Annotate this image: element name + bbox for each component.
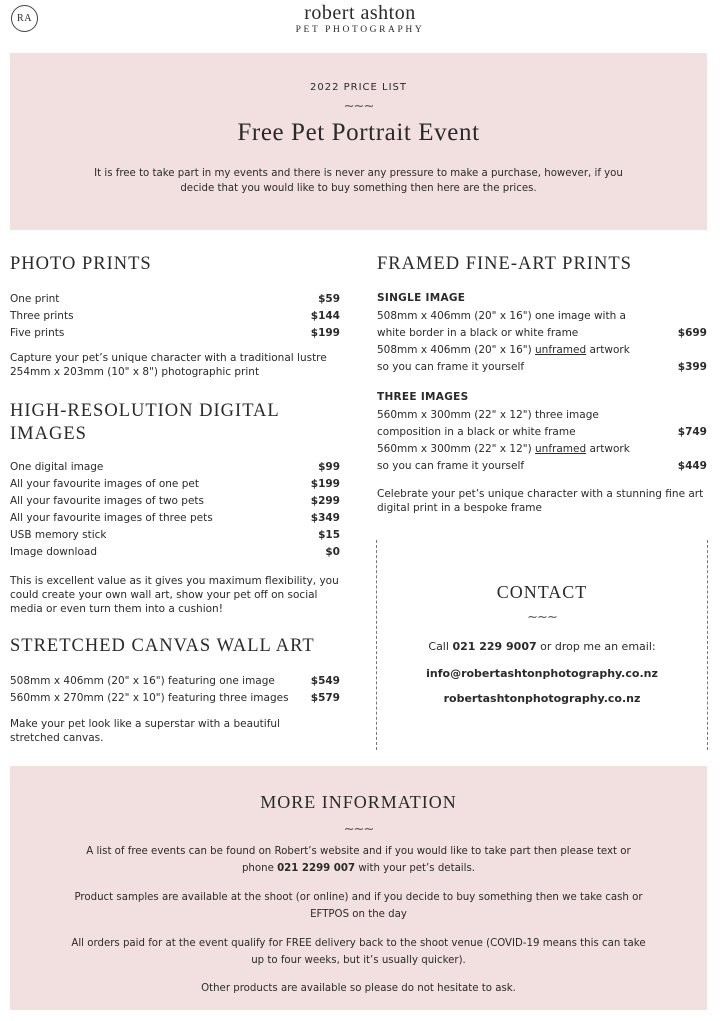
price-list-label: 2022 PRICE LIST <box>309 82 407 93</box>
item-label: so you can frame it yourself <box>377 361 525 373</box>
framed-prints-title: FRAMED FINE-ART PRINTS <box>377 254 632 274</box>
digital-images-title: HIGH-RESOLUTION DIGITAL IMAGES <box>10 401 279 444</box>
item-price: $549 <box>310 675 340 687</box>
more-info-title: MORE INFORMATION <box>260 792 457 812</box>
more-info-paragraph: Other products are available so please do not hesitate to ask. <box>201 983 516 994</box>
price-row <box>377 425 707 439</box>
item-price: $199 <box>310 478 340 490</box>
size-text: 560mm x 300mm (22" x 12") <box>377 443 532 455</box>
three-images-heading: THREE IMAGES <box>377 391 469 403</box>
item-price: $399 <box>677 361 707 373</box>
squiggle-divider: ~~~ <box>527 610 557 625</box>
squiggle-divider: ~~~ <box>343 99 374 114</box>
item-price: $349 <box>310 512 340 524</box>
phone-link[interactable]: 021 2299 007 <box>277 863 356 874</box>
item-price: $199 <box>310 327 340 339</box>
item-label: USB memory stick <box>10 529 107 541</box>
more-info-paragraph: All orders paid for at the event qualify for FREE delivery back to the shoot venue (COVID-19 means this can take up to four weeks, but it’s usually quicker). <box>71 938 646 966</box>
more-info-paragraph: Product samples are available at the shoot (or online) and if you decide to buy something then we take cash or EFTPOS on the day <box>74 892 643 920</box>
unframed-text: unframed <box>535 344 587 356</box>
brand-name: robert ashton <box>304 2 416 24</box>
item-price: $15 <box>318 529 340 541</box>
call-prefix: Call <box>428 640 449 653</box>
item-price: $579 <box>310 692 340 704</box>
intro-text: It is free to take part in my events and there is never any pressure to make a purchase, however, if you decide that you would like to buy something then here are the prices. <box>94 168 623 194</box>
item-label: Five prints <box>10 327 65 339</box>
contact-call-line <box>376 640 708 653</box>
canvas-title: STRETCHED CANVAS WALL ART <box>10 636 315 656</box>
item-label: white border in a black or white frame <box>377 327 579 339</box>
price-row <box>10 326 340 340</box>
framed-description: Celebrate your pet’s unique character with a stunning fine art digital print in a bespoke frame <box>377 488 704 514</box>
price-row <box>10 511 340 525</box>
squiggle-divider: ~~~ <box>343 822 374 837</box>
item-label: Three prints <box>10 310 74 322</box>
price-row <box>377 360 707 374</box>
price-row <box>10 460 340 474</box>
details-text: with your pet’s details. <box>358 863 476 874</box>
photo-prints-description: Capture your pet’s unique character with a traditional lustre 254mm x 203mm (10" x 8") photographic print <box>10 352 327 378</box>
artwork-text: artwork <box>589 344 630 356</box>
item-label: All your favourite images of two pets <box>10 495 205 507</box>
item-label: All your favourite images of three pets <box>10 512 213 524</box>
unframed-text: unframed <box>535 443 587 455</box>
logo-badge: RA <box>11 5 38 32</box>
item-label: One print <box>10 293 60 305</box>
price-row <box>377 326 707 340</box>
item-price: $299 <box>310 495 340 507</box>
brand <box>0 2 720 36</box>
item-label: so you can frame it yourself <box>377 460 525 472</box>
item-price: $144 <box>310 310 340 322</box>
item-price: $99 <box>318 461 340 473</box>
website-link[interactable]: robertashtonphotography.co.nz <box>443 692 641 705</box>
price-row <box>10 292 340 306</box>
phone-link[interactable]: 021 229 9007 <box>452 640 537 653</box>
more-info-panel <box>10 766 707 1010</box>
item-label: One digital image <box>10 461 104 473</box>
digital-images-description: This is excellent value as it gives you maximum flexibility, you could create your own wall art, show your pet off on social media or even turn them into a cushion! <box>10 575 339 615</box>
call-suffix: or drop me an email: <box>540 640 656 653</box>
price-row <box>377 459 707 473</box>
single-image-heading: SINGLE IMAGE <box>377 292 466 304</box>
more-info-paragraph <box>70 843 647 877</box>
price-row <box>10 691 340 705</box>
item-label: Image download <box>10 546 97 558</box>
item-label: All your favourite images of one pet <box>10 478 199 490</box>
brand-subtitle: PET PHOTOGRAPHY <box>295 25 425 35</box>
item-label: 508mm x 406mm (20" x 16") one image with a <box>377 310 626 322</box>
item-label: 560mm x 270mm (22" x 10") featuring three images <box>10 692 289 704</box>
size-text: 508mm x 406mm (20" x 16") <box>377 344 532 356</box>
contact-title: CONTACT <box>496 582 588 602</box>
item-price: $449 <box>677 460 707 472</box>
item-label: 560mm x 300mm (22" x 12") three image <box>377 409 599 421</box>
item-price: $0 <box>325 546 340 558</box>
item-price: $699 <box>677 327 707 339</box>
price-row <box>10 494 340 508</box>
item-price: $749 <box>677 426 707 438</box>
canvas-description: Make your pet look like a superstar with a beautiful stretched canvas. <box>10 718 280 744</box>
item-label: 508mm x 406mm (20" x 16") featuring one image <box>10 675 275 687</box>
page-title: Free Pet Portrait Event <box>237 119 480 146</box>
item-label <box>377 343 630 357</box>
price-row <box>10 528 340 542</box>
price-row <box>10 545 340 559</box>
price-row <box>10 674 340 688</box>
photo-prints-title: PHOTO PRINTS <box>10 254 152 274</box>
contact-box <box>376 540 708 750</box>
item-label <box>377 442 630 456</box>
price-row <box>10 309 340 323</box>
email-link[interactable]: info@robertashtonphotography.co.nz <box>426 667 658 680</box>
item-label: composition in a black or white frame <box>377 426 576 438</box>
hero-panel <box>10 53 707 230</box>
artwork-text: artwork <box>589 443 630 455</box>
events-text: A list of free events can be found on Robert’s website and if you would like to take part then please text or phone <box>86 846 631 874</box>
item-price: $59 <box>318 293 340 305</box>
price-row <box>10 477 340 491</box>
